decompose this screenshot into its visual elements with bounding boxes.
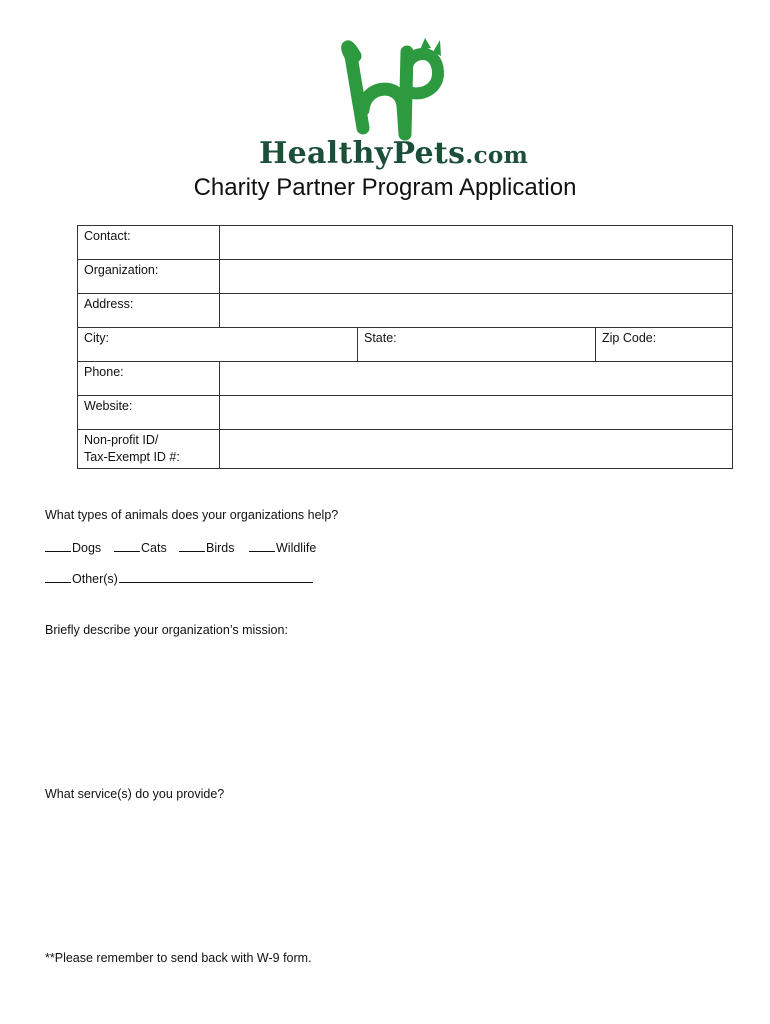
contact-label: Contact: xyxy=(78,226,220,260)
phone-label: Phone: xyxy=(78,362,220,396)
birds-blank[interactable] xyxy=(179,541,205,552)
page-title: Charity Partner Program Application xyxy=(193,174,577,201)
other-specify-line[interactable] xyxy=(119,572,313,583)
nonprofit-id-row xyxy=(78,430,733,469)
state-label: State: xyxy=(364,331,397,345)
nonprofit-id-label xyxy=(78,430,220,469)
brand-tld: .com xyxy=(465,142,529,169)
organization-row xyxy=(78,260,733,294)
brand-name: HealthyPets xyxy=(259,136,466,171)
nonprofit-label-line1: Non-profit ID/ xyxy=(84,433,159,447)
dogs-option[interactable] xyxy=(45,541,101,555)
other-label: Other(s) xyxy=(72,572,118,586)
city-label: City: xyxy=(84,331,109,345)
contact-field[interactable] xyxy=(220,226,733,260)
brand-wordmark xyxy=(259,136,549,171)
contact-info-table xyxy=(77,225,733,469)
services-answer-area[interactable] xyxy=(45,810,725,940)
zip-label: Zip Code: xyxy=(602,331,657,345)
website-label: Website: xyxy=(78,396,220,430)
other-blank[interactable] xyxy=(45,572,71,583)
nonprofit-label-line2: Tax-Exempt ID #: xyxy=(84,450,180,464)
phone-field[interactable] xyxy=(220,362,733,396)
city-state-zip-row xyxy=(78,328,733,362)
other-option[interactable] xyxy=(45,572,313,586)
organization-label: Organization: xyxy=(78,260,220,294)
hp-pet-icon xyxy=(255,36,455,141)
birds-label: Birds xyxy=(206,541,235,555)
address-label: Address: xyxy=(78,294,220,328)
state-field[interactable] xyxy=(358,328,596,362)
zip-field[interactable] xyxy=(596,328,733,362)
contact-row xyxy=(78,226,733,260)
cats-blank[interactable] xyxy=(114,541,140,552)
nonprofit-id-field[interactable] xyxy=(220,430,733,469)
wildlife-blank[interactable] xyxy=(249,541,275,552)
cats-option[interactable] xyxy=(114,541,167,555)
city-field[interactable] xyxy=(78,328,358,362)
phone-row xyxy=(78,362,733,396)
animals-question: What types of animals does your organizations help? xyxy=(45,508,339,522)
birds-option[interactable] xyxy=(179,541,234,555)
wildlife-option[interactable] xyxy=(249,541,316,555)
website-row xyxy=(78,396,733,430)
dogs-label: Dogs xyxy=(72,541,102,555)
services-question: What service(s) do you provide? xyxy=(45,787,225,801)
healthypets-logo xyxy=(255,36,545,176)
footer-note: **Please remember to send back with W-9 form. xyxy=(45,951,312,965)
mission-answer-area[interactable] xyxy=(45,645,725,775)
address-row xyxy=(78,294,733,328)
wildlife-label: Wildlife xyxy=(276,541,317,555)
organization-field[interactable] xyxy=(220,260,733,294)
dogs-blank[interactable] xyxy=(45,541,71,552)
website-field[interactable] xyxy=(220,396,733,430)
address-field[interactable] xyxy=(220,294,733,328)
cats-label: Cats xyxy=(141,541,167,555)
mission-question: Briefly describe your organization’s mission: xyxy=(45,623,288,637)
